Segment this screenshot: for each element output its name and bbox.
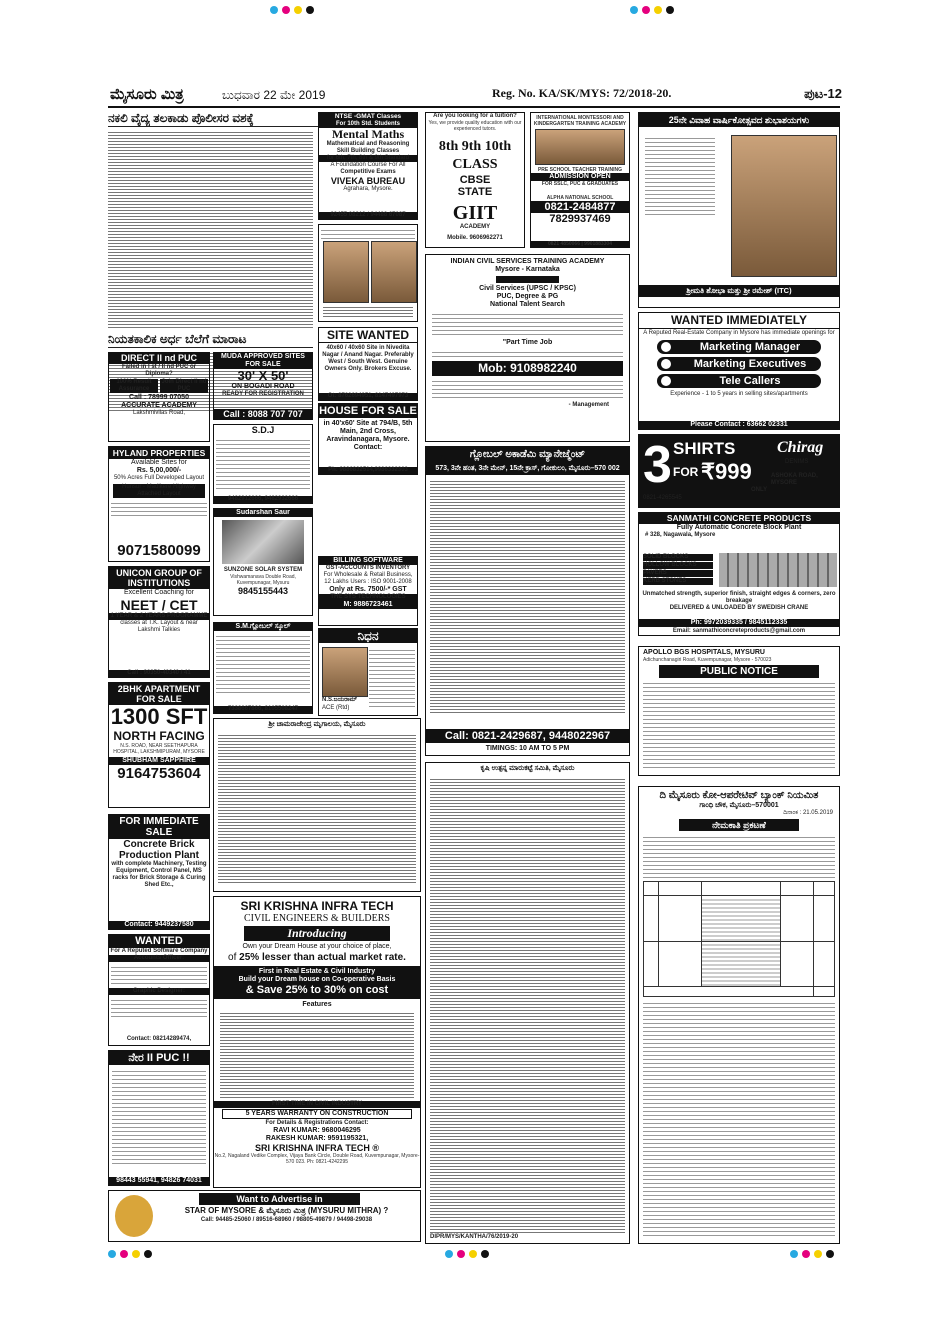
hyland-avail: Available Sites for <box>131 459 187 466</box>
krishna-ravi: RAVI KUMAR: 9680046295 <box>273 1127 361 1134</box>
kannada-photo-ad <box>318 224 418 322</box>
immediate-sale-ad <box>108 814 210 930</box>
montessori-phone2: 7829937469 <box>549 213 611 225</box>
apmc-tender-body <box>430 777 625 1233</box>
direct-puc-title: DIRECT II nd PUC <box>109 353 209 364</box>
bhk-apartment-ad <box>108 682 210 808</box>
site-wanted-ad <box>318 327 418 401</box>
sudarshan-sub: SUNZONE SOLAR SYSTEM <box>223 567 303 573</box>
wanted-software-role1-text <box>111 964 207 986</box>
shirts-denims: DENIMS <box>785 459 809 465</box>
shirts-phone: 0821-4265545 <box>643 495 682 501</box>
krishna-features: Features <box>302 1001 332 1008</box>
unicon-classes: classes at T.K. Layout & near Lakshmi Talkies <box>120 620 198 633</box>
icsta-ad <box>425 254 630 442</box>
krishna-addr: No.2, Nagaland Vedike Complex, Vijaya Bank Circle, Double Road, Kuvempunagar, Mysore-570 023. Ph: 0821-4242295 <box>214 1153 420 1165</box>
wanted-software-ad <box>108 934 210 1046</box>
shirts-count: 3 <box>643 436 672 494</box>
page-number: ಪುಟ-12 <box>804 86 842 101</box>
bank-sub: ಗಾಂಧಿ ಚೌಕ, ಮೈಸೂರು–570001 <box>699 802 779 809</box>
global-academy-timings: TIMINGS: 10 AM TO 5 PM <box>485 745 570 752</box>
bhk-phone: 9164753604 <box>117 765 201 782</box>
registration-number: Reg. No. KA/SK/MYS: 72/2018-20. <box>492 86 672 100</box>
bank-recruitment-notice <box>638 786 840 1244</box>
hyland-phone: 9071580099 <box>117 542 201 559</box>
giit-top: Are you looking for a tuition? <box>433 113 517 119</box>
krishna-footer: SRI KRISHNA INFRA TECH ® <box>255 1143 379 1153</box>
montessori-org: ALPHA NATIONAL SCHOOL <box>546 195 614 201</box>
advertise-pubs: STAR OF MYSORE & ಮೈಸೂರು ಮಿತ್ರ (MYSURU MITHRA) ? <box>184 1206 389 1215</box>
icsta-text-3 <box>432 378 623 400</box>
unicon-neet: NEET / CET <box>120 597 198 613</box>
unicon-call: Call : 90350-40340 / 41 <box>109 670 209 677</box>
icsta-civil: Civil Services (UPSC / KPSC) <box>479 285 576 292</box>
smglobal-ad <box>213 622 313 714</box>
krishna-of: of <box>228 952 237 963</box>
anniversary-names: ಶ್ರೀಮತಿ ಶೋಭಾ ಮತ್ತು ಶ್ರೀ ರಮೇಶ್ (ITC) <box>639 285 839 297</box>
hyland-highway: Hunsur - Madikere Highway Attached Layout <box>113 484 205 498</box>
sdj-text <box>216 437 310 489</box>
global-academy-title: ಗ್ಲೋಬಲ್ ಅಕಾಡೆಮಿ ಮ್ಯಾನೇಜ್ಮೆಂಟ್ <box>426 447 629 463</box>
anniversary-couple-photo <box>731 135 837 277</box>
apmc-tender-notice <box>425 762 630 1244</box>
global-academy-addr: 573, 3ನೇ ಹಂತ, 3ನೇ ಮೇನ್, 15ನೇ ಕ್ರಾಸ್, ಗೋಕುಲಂ, ಮೈಸೂರು–570 002 <box>426 463 629 475</box>
montessori-phone1: 0821-2484877 <box>531 201 629 213</box>
krishna-build: Build your Dream house on Co-operative Basis <box>238 976 396 983</box>
krishna-details: For Details & Registrations Contact: <box>265 1120 369 1126</box>
montessori-for: FOR SSLC, PUC & GRADUATES <box>541 181 619 187</box>
krishna-rakesh: RAKESH KUMAR: 9591195321, <box>265 1135 369 1142</box>
wanted-position-3: Tele Callers <box>657 374 821 388</box>
montessori-ad <box>530 112 630 248</box>
obituary-title: ನಿಧನ <box>319 629 417 643</box>
site-wanted-text: 40x60 / 40x60 Site in Nivedita Nagar / Anand Nagar. Preferably West / South West. Genuine Owners Only. Brokers Excuse. <box>322 345 414 372</box>
bhk-name: SHUBHAM SAPPHIRE <box>109 757 209 765</box>
ntse-org: VIVEKA BUREAU <box>330 176 406 186</box>
ntse-addr: Agrahara, Mysore. <box>343 186 393 192</box>
bank-title: ದಿ ಮೈಸೂರು ಕೋ-ಆಪರೇಟಿವ್ ಬ್ಯಾಂಕ್ ನಿಯಮಿತ <box>659 790 819 801</box>
shirts-word: SHIRTS <box>673 439 736 458</box>
apollo-title: APOLLO BGS HOSPITALS, MYSURU <box>643 649 765 656</box>
bank-vacancy-table <box>643 881 835 997</box>
kannada-ad-photo-1 <box>323 241 369 303</box>
icsta-puc: PUC, Degree & PG <box>496 293 559 300</box>
site-wanted-phone: Ot: 8762694951, 8147497973 <box>319 393 417 400</box>
ntse-title: NTSE -GMAT Classes <box>319 113 417 121</box>
muda-ad <box>213 352 313 420</box>
giit-ad <box>425 112 525 248</box>
shirts-price: ₹999 <box>701 459 752 484</box>
apollo-notice: PUBLIC NOTICE <box>659 665 819 678</box>
unicon-title: UNICON GROUP OF INSTITUTIONS <box>109 567 209 589</box>
ntse-ad <box>318 112 418 220</box>
ntse-line1: Mathematical and Reasoning <box>326 141 410 147</box>
bank-date: ದಿನಾಂಕ : 21.05.2019 <box>783 810 833 816</box>
unicon-coach: Excellent Coaching for <box>123 589 195 596</box>
giit-class: 8th 9th 10th CLASS <box>438 139 512 172</box>
giit-name: GIIT <box>452 202 498 224</box>
billing-m: M: 9886723461 <box>319 601 417 609</box>
anniversary-ad <box>638 112 840 308</box>
bank-notice: ನೇಮಕಾತಿ ಪ್ರಕಟಣೆ <box>679 819 799 831</box>
obituary-role: ACE (Rtd) <box>322 705 350 711</box>
unicon-ad <box>108 566 210 678</box>
wanted-sub: A Reputed Real-Estate Company in Mysore has immediate openings for <box>643 330 835 336</box>
apollo-public-notice <box>638 646 840 776</box>
news-body-1 <box>108 130 313 330</box>
masthead: ಮೈಸೂರು ಮಿತ್ರ <box>110 86 184 103</box>
krishna-own: Own your Dream House at your choice of place, <box>242 943 392 950</box>
smglobal-phone: 7338667866, 8105508247 <box>214 706 312 713</box>
hyland-title: HYLAND PROPERTIES <box>109 447 209 459</box>
ntse-phone: 92455 08212 / 94488 67087 <box>319 212 417 219</box>
direct-puc-sub: Failed in I st / II nd PUC or Diploma? <box>121 364 196 377</box>
muda-title: MUDA APPROVED SITES FOR SALE <box>214 353 312 369</box>
wanted-immediately-ad <box>638 312 840 430</box>
obituary-text <box>369 647 415 709</box>
wanted-software-sub: For A Reputed Software Company <box>110 948 208 954</box>
bhk-title: 2BHK APARTMENT FOR SALE <box>109 683 209 705</box>
header-rule <box>108 106 840 108</box>
billing-line3: 12 Lakhs Users : ISO 9001-2008 <box>324 579 412 585</box>
krishna-pct: 25% lesser than actual market rate. <box>239 952 406 963</box>
direct-puc-call: Call : 78999 07050 <box>129 394 189 401</box>
sdj-phone: 9482912666, 9482932666 <box>214 496 312 503</box>
sudarshan-heater-image <box>222 520 304 564</box>
dipr-code: DIPR/MYS/KANTHA/76/2019-20 <box>430 1234 519 1240</box>
immediate-sale-line1: Concrete Brick <box>123 839 195 850</box>
wanted-position-2: Marketing Executives <box>657 357 821 371</box>
krishna-title: SRI KRISHNA INFRA TECH <box>240 899 394 913</box>
montessori-photo <box>535 129 625 165</box>
icsta-label <box>496 276 559 283</box>
giit-academy: ACADEMY <box>459 224 491 230</box>
direct-puc-ad <box>108 352 210 442</box>
apollo-notice-body <box>643 680 835 768</box>
smglobal-text <box>216 633 310 695</box>
shirts-ad <box>638 434 840 508</box>
zoo-tender-title: ಶ್ರೀ ಚಾಮರಾಜೇಂದ್ರ ಮೃಗಾಲಯ, ಮೈಸೂರು <box>268 721 366 728</box>
immediate-sale-contact: Contact: 9449237580 <box>109 921 209 929</box>
direct-puc-org: ACCURATE ACADEMY <box>121 402 197 409</box>
billing-line2: For Wholesale & Retail Business, <box>323 572 413 578</box>
sanmathi-item-2: HOLLOW BLOCKS <box>643 562 713 569</box>
icsta-mgmt: - Management <box>568 402 609 408</box>
icsta-nts: National Talent Search <box>490 301 565 308</box>
sanmathi-item-1: SOLID BLOCKS <box>643 554 713 561</box>
unicon-prog: 1 YEAR & 2 YEARS PROGRAMME <box>110 613 208 619</box>
krishna-features-list <box>220 1011 414 1099</box>
giit-top2: Yes, we provide quality education with our experienced tutors. <box>428 120 522 132</box>
krishna-firsttime: FIRST TIME IN CIVIL INDUSTRY <box>214 1101 420 1108</box>
muda-ready: READY FOR REGISTRATION <box>222 391 304 397</box>
ntse-line5: Competitive Exams <box>340 169 396 175</box>
zoo-tender-notice <box>213 718 421 892</box>
hyland-ad <box>108 446 210 562</box>
montessori-pre: PRE SCHOOL TEACHER TRAINING <box>537 167 623 173</box>
billing-title: BILLING SOFTWARE <box>319 557 417 565</box>
global-academy-call: Call: 0821-2429687, 9448022967 <box>426 729 629 743</box>
anniversary-title: 25ನೇ ವಿವಾಹ ವಾರ್ಷಿಕೋತ್ಸವದ ಶುಭಾಶಯಗಳು <box>639 113 839 127</box>
wanted-software-role2: Graphic Designer: <box>109 988 209 995</box>
kannada-ad-heading <box>321 227 415 239</box>
sdj-ad <box>213 424 313 504</box>
news-headline-2: ನಿಯತಕಾಲಿಕ ಅರ್ಧ ಬೆಲೆಗೆ ಮಾರಾಟ <box>108 332 313 348</box>
advertise-title: Want to Advertise in <box>199 1193 360 1205</box>
muda-road: ON BOGADI ROAD <box>231 383 295 390</box>
icsta-place: Mysore - Karnataka <box>495 266 560 273</box>
neera-puc-text <box>112 1068 206 1164</box>
direct-puc-join: Join Direct II nd PUC <box>161 379 207 392</box>
sudarshan-addr: Vishwamanava Double Road, Kuvempunagar, Mysuru <box>230 574 296 586</box>
news-headline-1: ನಕಲಿ ವೈದ್ಯ ತಲಕಾಡು ಪೊಲೀಸರ ವಶಕ್ಕೆ <box>108 111 318 127</box>
global-academy-ad <box>425 446 630 756</box>
anniversary-wishes <box>645 135 715 215</box>
kannada-ad-photo-2 <box>371 241 417 303</box>
sanmathi-note: Unmatched strength, superior finish, straight edges & corners, zero breakage <box>642 591 836 604</box>
immediate-sale-line2: Production Plant <box>119 850 199 861</box>
sdj-title: S.D.J <box>251 425 275 435</box>
krishna-save: & Save 25% to 30% on cost <box>245 984 389 996</box>
montessori-admission: ADMISSION OPEN <box>531 173 629 181</box>
bhk-sft: 1300 SFT <box>110 704 208 729</box>
house-for-sale-ad <box>318 403 418 475</box>
smglobal-title: S.M.ಗ್ಲೋಬಲ್ ಸ್ಕೂಲ್ <box>214 623 312 631</box>
wanted-title: WANTED IMMEDIATELY <box>639 313 839 329</box>
sudarshan-phone: 9845155443 <box>237 586 289 596</box>
shirts-brand: Chirag <box>777 439 824 456</box>
billing-line1: GST-ACCOUNTS INVENTORY <box>325 565 411 571</box>
obituary-ad <box>318 628 418 716</box>
sanmathi-email: Email: sanmathiconcreteproducts@gmail.com <box>672 628 806 634</box>
icsta-parttime: "Part Time Job <box>502 339 553 346</box>
shirts-addr: ASHOKA ROAD, MYSORE <box>771 473 818 486</box>
obituary-photo <box>322 647 368 697</box>
giit-mobile: Mobile. 9606962271 <box>447 235 503 241</box>
wanted-contact: Please Contact : 63662 02331 <box>639 421 839 429</box>
house-for-sale-title: HOUSE FOR SALE <box>319 405 417 417</box>
ntse-line2: Skill Building Classes <box>336 148 400 154</box>
krishna-infra-ad <box>213 896 421 1188</box>
giit-board2: STATE <box>457 186 493 198</box>
sanmathi-phone: Ph: 9972039335 / 9845112335 <box>639 619 839 627</box>
immediate-sale-line3: with complete Machinery, Testing Equipment, Control Panel, MS racks for Brick Storage & Curing Shed Etc., <box>111 861 207 888</box>
apmc-tender-title: ಕೃಷಿ ಉತ್ಪನ್ನ ಮಾರುಕಟ್ಟೆ ಸಮಿತಿ, ಮೈಸೂರು <box>480 765 575 772</box>
bank-intro <box>643 834 835 878</box>
krishna-warranty: 5 YEARS WARRANTY ON CONSTRUCTION <box>222 1109 412 1119</box>
sanmathi-title: SANMATHI CONCRETE PRODUCTS <box>639 513 839 524</box>
billing-software-ad <box>318 556 418 626</box>
billing-org: THE SYS TECHNOLOGIES <box>319 594 417 601</box>
sanmathi-ad <box>638 512 840 636</box>
kannada-ad-text <box>323 305 413 319</box>
montessori-phone3: 0821 4850066 | 9901883304 <box>531 241 629 247</box>
shirts-for: FOR <box>673 465 699 479</box>
giit-board1: CBSE <box>459 174 491 186</box>
issue-date: ಬುಧವಾರ 22 ಮೇ 2019 <box>222 88 326 102</box>
site-wanted-title: SITE WANTED <box>319 328 417 343</box>
wanted-position-1: Marketing Manager <box>657 340 821 354</box>
sudarshan-title: Sudarshan Saur <box>214 509 312 517</box>
sanmathi-blocks-image <box>719 553 837 587</box>
apollo-addr: Adichunchanagiri Road, Kuvempunagar, Mysore - 570023 <box>643 657 772 663</box>
muda-size: 30' X 50' <box>237 368 289 383</box>
montessori-title: INTERNATIONAL MONTESSORI AND KINDERGARTEN TRAINING ACADEMY <box>533 115 627 127</box>
muda-call: Call : 8088 707 707 <box>214 409 312 419</box>
neera-puc-ad <box>108 1050 210 1186</box>
wanted-software-contact: Contact: 08214289474, <box>126 1036 192 1042</box>
obituary-name: N.S.ಜಯರಾಮ್ <box>322 697 358 703</box>
billing-price: Only at Rs. 7500/-* GST <box>329 586 407 593</box>
ntse-line3: for 6th, 7th, 8th & 9th Standard <box>319 155 417 162</box>
krishna-sub: CIVIL ENGINEERS & BUILDERS <box>243 913 390 924</box>
ntse-sub: For 10th Std. Students <box>319 121 417 128</box>
krishna-first: First in Real Estate & Civil Industry <box>258 968 376 975</box>
advertise-banner <box>108 1190 421 1242</box>
advertise-call: Call: 94485-25060 / 89516-68960 / 98805-49879 / 94498-29038 <box>200 1217 373 1223</box>
icsta-mobile: Mob: 9108982240 <box>432 361 623 376</box>
neera-puc-phone: 98443 55941, 94826 74031 <box>109 1177 209 1185</box>
house-for-sale-phone: Ph: 9886832514,9986332303 <box>319 467 417 474</box>
icsta-title: INDIAN CIVIL SERVICES TRAINING ACADEMY <box>450 258 605 265</box>
immediate-sale-title: FOR IMMEDIATE SALE <box>109 815 209 839</box>
krishna-intro: Introducing <box>244 926 390 941</box>
telephone-icon <box>115 1195 153 1237</box>
hyland-dev: 50% Acres Full Developed Layout <box>113 475 205 481</box>
sanmathi-delivery: DELIVERED & UNLOADED BY SWEDISH CRANE <box>669 605 809 611</box>
wanted-software-role2-text <box>111 997 207 1019</box>
icsta-text <box>432 311 623 337</box>
bhk-facing: NORTH FACING <box>113 729 205 743</box>
direct-puc-addr: Lakshmivilas Road, <box>132 410 186 416</box>
wanted-software-role1: Accounts Officer: <box>109 955 209 962</box>
zoo-tender-body <box>218 733 416 885</box>
shirts-only: ONLY <box>751 487 768 493</box>
wanted-experience: Experience - 1 to 5 years in selling sites/apartments <box>670 391 808 397</box>
global-academy-body <box>430 479 625 713</box>
ntse-line4: A Foundation Course For All <box>330 162 406 168</box>
hyland-price: Rs. 5,00,000/- <box>136 467 182 474</box>
ntse-name: Mental Maths <box>331 127 405 141</box>
wanted-software-title: WANTED <box>109 935 209 948</box>
sanmathi-item-3: PAVERS <box>643 570 713 577</box>
icsta-text-2 <box>432 349 623 359</box>
house-for-sale-text: in 40'x60' Site at 794/B, 5th Main, 2nd Cross, Aravindanagara, Mysore. Contact: <box>323 420 413 451</box>
hyland-amenities <box>111 500 207 516</box>
sanmathi-addr: # 328, Nagawala, Mysore <box>645 532 716 538</box>
sanmathi-item-4: KERB STONES <box>643 578 713 585</box>
neera-puc-title: ನೇರ II PUC !! <box>109 1051 209 1065</box>
sudarshan-ad <box>213 508 313 616</box>
bhk-addr: N.S. ROAD, NEAR SEETHAPURA HOSPITAL, LAKSHMIPURAM, MYSORE <box>113 743 205 755</box>
sanmathi-sub: Fully Automatic Concrete Block Plant <box>676 524 802 531</box>
direct-puc-pass: 100% Result Assurance <box>110 379 158 393</box>
bank-body <box>643 1000 835 1236</box>
